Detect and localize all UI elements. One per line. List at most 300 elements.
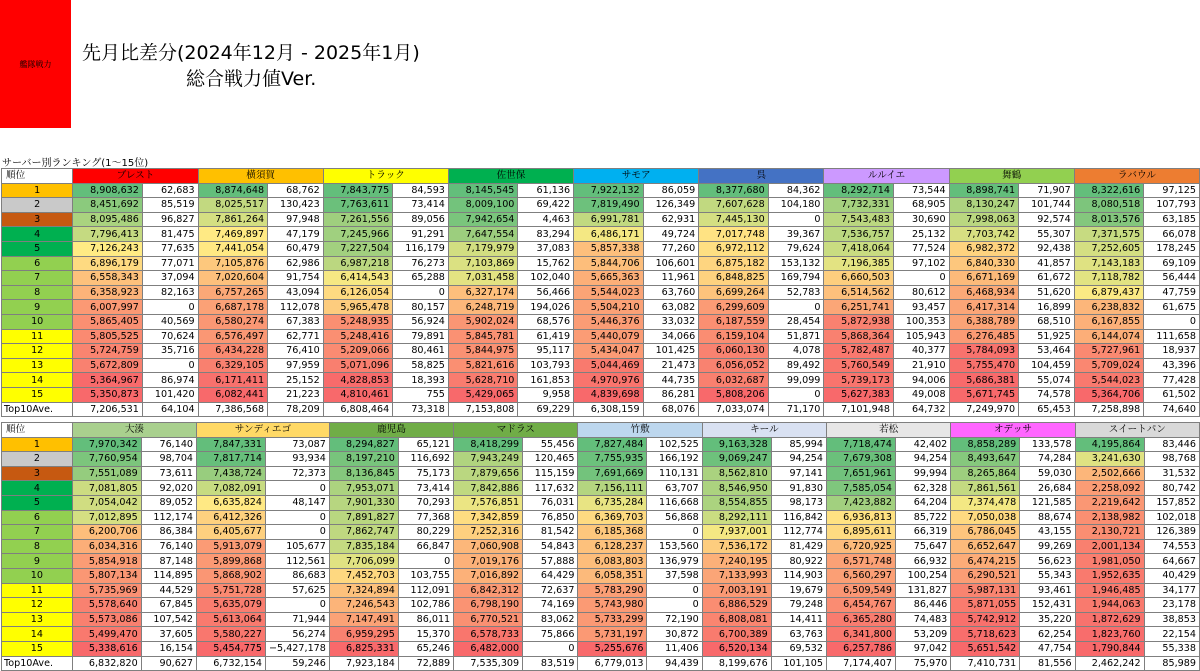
diff-value-cell: 71,907 [1019, 183, 1075, 198]
diff-value-cell: 100,254 [895, 568, 950, 583]
diff-value-cell: 77,260 [643, 241, 699, 256]
diff-value-cell: 15,762 [518, 256, 574, 271]
average-value-cell: 7,174,407 [827, 656, 896, 671]
diff-value-cell: 76,273 [393, 256, 449, 271]
diff-value-cell: 86,384 [141, 525, 196, 540]
power-value-cell: 6,660,503 [824, 271, 894, 286]
power-value-cell: 6,276,485 [949, 329, 1019, 344]
power-value-cell: 7,901,330 [329, 495, 398, 510]
diff-value-cell: 61,675 [1144, 300, 1200, 315]
power-value-cell: 6,560,297 [827, 568, 896, 583]
diff-value-cell: 103,793 [518, 358, 574, 373]
diff-value-cell: 91,754 [268, 271, 324, 286]
table-row [2, 212, 1200, 227]
average-diff-cell: 101,105 [771, 656, 826, 671]
power-value-cell: 7,060,908 [454, 539, 523, 554]
power-value-cell: 5,248,416 [323, 329, 393, 344]
table-row [2, 314, 1200, 329]
diff-value-cell: 37,605 [141, 627, 196, 642]
table-row [2, 373, 1200, 388]
server-header: 呉 [699, 169, 824, 184]
diff-value-cell: 69,532 [771, 641, 826, 656]
power-value-cell: 7,374,478 [951, 495, 1020, 510]
average-value-cell: 8,199,676 [702, 656, 771, 671]
power-value-cell: 7,861,264 [198, 212, 268, 227]
power-value-cell: 5,578,640 [72, 598, 141, 613]
power-value-cell: 7,718,474 [827, 437, 896, 452]
diff-value-cell: 65,121 [398, 437, 453, 452]
diff-value-cell: 30,690 [893, 212, 949, 227]
power-value-cell: 8,554,855 [702, 495, 771, 510]
diff-value-cell: 72,637 [523, 583, 578, 598]
diff-value-cell: 93,457 [893, 300, 949, 315]
power-value-cell: 7,998,063 [949, 212, 1019, 227]
power-value-cell: 6,060,130 [699, 344, 769, 359]
power-value-cell: 6,757,265 [198, 285, 268, 300]
diff-value-cell: 94,006 [893, 373, 949, 388]
table-row [2, 481, 1200, 496]
power-value-cell: 6,290,521 [951, 568, 1020, 583]
diff-value-cell: 114,903 [771, 568, 826, 583]
rank-cell: 6 [2, 510, 73, 525]
power-value-cell: 1,946,485 [1075, 583, 1144, 598]
power-value-cell: 9,163,328 [702, 437, 771, 452]
diff-value-cell: 0 [768, 300, 824, 315]
diff-value-cell: 70,293 [398, 495, 453, 510]
power-value-cell: 5,338,616 [72, 641, 141, 656]
diff-value-cell: 42,402 [895, 437, 950, 452]
diff-value-cell: 105,943 [893, 329, 949, 344]
diff-value-cell: 99,269 [1020, 539, 1075, 554]
power-value-cell: 6,144,074 [1074, 329, 1144, 344]
diff-value-cell: 64,667 [1144, 554, 1199, 569]
diff-value-cell: 84,362 [768, 183, 824, 198]
diff-value-cell: 79,624 [768, 241, 824, 256]
diff-value-cell: 11,406 [647, 641, 702, 656]
power-value-cell: 6,896,179 [73, 256, 143, 271]
diff-value-cell: 47,754 [1020, 641, 1075, 656]
power-value-cell: 5,499,470 [72, 627, 141, 642]
diff-value-cell: 104,180 [768, 198, 824, 213]
power-value-cell: 2,502,666 [1075, 466, 1144, 481]
power-value-cell: 8,145,545 [448, 183, 518, 198]
diff-value-cell: 77,071 [142, 256, 198, 271]
diff-value-cell: 102,018 [1144, 510, 1199, 525]
rank-cell: 7 [2, 271, 73, 286]
diff-value-cell: 97,102 [893, 256, 949, 271]
power-value-cell: 5,735,969 [72, 583, 141, 598]
rank-cell: 5 [2, 241, 73, 256]
table-row [2, 510, 1200, 525]
power-value-cell: 8,265,864 [951, 466, 1020, 481]
diff-value-cell: 0 [266, 481, 330, 496]
diff-value-cell: 0 [398, 554, 453, 569]
power-value-cell: 5,808,206 [699, 387, 769, 402]
diff-value-cell: 66,319 [895, 525, 950, 540]
power-value-cell: 9,069,247 [702, 452, 771, 467]
diff-value-cell: 62,683 [142, 183, 198, 198]
average-diff-cell: 85,989 [1144, 656, 1199, 671]
power-value-cell: 7,240,195 [702, 554, 771, 569]
diff-value-cell: 91,291 [393, 227, 449, 242]
power-value-cell: 8,908,632 [73, 183, 143, 198]
diff-value-cell: 152,431 [1020, 598, 1075, 613]
power-value-cell: 7,943,249 [454, 452, 523, 467]
power-value-cell: 5,755,470 [949, 358, 1019, 373]
server-header: スイートパン [1075, 423, 1199, 438]
power-value-cell: 6,798,190 [454, 598, 523, 613]
rank-cell: 9 [2, 300, 73, 315]
power-value-cell: 7,012,895 [72, 510, 141, 525]
power-value-cell: 5,821,616 [448, 358, 518, 373]
diff-value-cell: 169,794 [768, 271, 824, 286]
average-diff-cell: 94,439 [647, 656, 702, 671]
power-value-cell: 8,493,647 [951, 452, 1020, 467]
diff-value-cell: 61,502 [1144, 387, 1200, 402]
diff-value-cell: 101,425 [643, 344, 699, 359]
average-value-cell: 6,732,154 [197, 656, 266, 671]
diff-value-cell: 55,343 [1020, 568, 1075, 583]
diff-value-cell: 4,078 [768, 344, 824, 359]
power-value-cell: 6,082,441 [198, 387, 268, 402]
diff-value-cell: 55,456 [523, 437, 578, 452]
power-value-cell: 6,972,112 [699, 241, 769, 256]
power-value-cell: 5,718,623 [951, 627, 1020, 642]
average-value-cell: 7,101,948 [824, 402, 894, 417]
diff-value-cell: 86,974 [142, 373, 198, 388]
power-value-cell: 6,434,228 [198, 344, 268, 359]
power-value-cell: 5,872,938 [824, 314, 894, 329]
diff-value-cell: 41,857 [1019, 256, 1075, 271]
diff-value-cell: 44,735 [643, 373, 699, 388]
diff-value-cell: 93,461 [1020, 583, 1075, 598]
server-header: サモア [574, 169, 699, 184]
power-value-cell: 7,050,038 [951, 510, 1020, 525]
diff-value-cell: 74,483 [895, 612, 950, 627]
diff-value-cell: 83,294 [518, 227, 574, 242]
power-value-cell: 7,536,172 [702, 539, 771, 554]
power-value-cell: 7,445,130 [699, 212, 769, 227]
power-value-cell: 7,651,961 [827, 466, 896, 481]
power-value-cell: 6,879,437 [1074, 285, 1144, 300]
power-value-cell: 5,209,066 [323, 344, 393, 359]
power-value-cell: 6,248,719 [448, 300, 518, 315]
power-value-cell: 5,913,079 [197, 539, 266, 554]
power-value-cell: 7,576,851 [454, 495, 523, 510]
power-value-cell: 7,763,611 [323, 198, 393, 213]
power-value-cell: 5,255,676 [578, 641, 647, 656]
diff-value-cell: 57,888 [523, 554, 578, 569]
power-value-cell: 7,003,191 [702, 583, 771, 598]
power-value-cell: 7,842,886 [454, 481, 523, 496]
power-value-cell: 6,257,786 [827, 641, 896, 656]
diff-value-cell: 0 [647, 598, 702, 613]
power-value-cell: 5,899,868 [197, 554, 266, 569]
server-header: トラック [323, 169, 448, 184]
diff-value-cell: 116,842 [771, 510, 826, 525]
power-value-cell: 5,446,376 [574, 314, 644, 329]
power-value-cell: 6,886,529 [702, 598, 771, 613]
diff-value-cell: 47,179 [268, 227, 324, 242]
diff-value-cell: 0 [647, 583, 702, 598]
diff-value-cell: 73,544 [893, 183, 949, 198]
power-value-cell: 8,080,518 [1074, 198, 1144, 213]
diff-value-cell: 153,560 [647, 539, 702, 554]
diff-value-cell: 77,524 [893, 241, 949, 256]
power-value-cell: 8,898,741 [949, 183, 1019, 198]
rank-cell: 8 [2, 285, 73, 300]
power-value-cell: 8,136,845 [329, 466, 398, 481]
power-value-cell: 8,095,486 [73, 212, 143, 227]
diff-value-cell: 116,692 [398, 452, 453, 467]
diff-value-cell: 100,353 [893, 314, 949, 329]
power-value-cell: 5,071,096 [323, 358, 393, 373]
power-value-cell: 6,514,562 [824, 285, 894, 300]
power-value-cell: 7,543,483 [824, 212, 894, 227]
power-value-cell: 6,482,000 [454, 641, 523, 656]
average-diff-cell: 64,732 [893, 402, 949, 417]
diff-value-cell: 62,254 [1020, 627, 1075, 642]
diff-value-cell: 91,830 [771, 481, 826, 496]
diff-value-cell: 112,561 [266, 554, 330, 569]
diff-value-cell: 18,393 [393, 373, 449, 388]
server-header: 大湊 [72, 423, 196, 438]
average-value-cell: 7,258,898 [1074, 402, 1144, 417]
diff-value-cell: 40,569 [142, 314, 198, 329]
power-value-cell: 6,369,703 [578, 510, 647, 525]
diff-value-cell: 102,786 [398, 598, 453, 613]
power-value-cell: 6,474,215 [951, 554, 1020, 569]
table-row [2, 256, 1200, 271]
power-value-cell: 6,200,706 [72, 525, 141, 540]
table-row [2, 554, 1200, 569]
power-value-cell: 7,245,966 [323, 227, 393, 242]
power-value-cell: 7,081,805 [72, 481, 141, 496]
power-value-cell: 5,854,918 [72, 554, 141, 569]
diff-value-cell: 86,059 [643, 183, 699, 198]
diff-value-cell: 67,383 [268, 314, 324, 329]
diff-value-cell: 60,479 [268, 241, 324, 256]
power-value-cell: 8,322,616 [1074, 183, 1144, 198]
diff-value-cell: 30,872 [647, 627, 702, 642]
rank-cell: 1 [2, 437, 73, 452]
power-value-cell: 6,187,559 [699, 314, 769, 329]
power-value-cell: 6,126,054 [323, 285, 393, 300]
diff-value-cell: 40,377 [893, 344, 949, 359]
diff-value-cell: 0 [266, 510, 330, 525]
power-value-cell: 6,895,611 [827, 525, 896, 540]
table-row [2, 598, 1200, 613]
power-value-cell: 5,364,967 [73, 373, 143, 388]
diff-value-cell: 93,934 [266, 452, 330, 467]
diff-value-cell: 57,625 [266, 583, 330, 598]
power-value-cell: 7,371,575 [1074, 227, 1144, 242]
power-value-cell: 6,486,171 [574, 227, 644, 242]
power-value-cell: 8,292,714 [824, 183, 894, 198]
diff-value-cell: 51,871 [768, 329, 824, 344]
diff-value-cell: 21,223 [268, 387, 324, 402]
power-value-cell: 7,817,714 [197, 452, 266, 467]
power-value-cell: 7,843,775 [323, 183, 393, 198]
diff-value-cell: 68,576 [518, 314, 574, 329]
diff-value-cell: 69,109 [1144, 256, 1200, 271]
diff-value-cell: 107,542 [141, 612, 196, 627]
power-value-cell: 5,845,781 [448, 329, 518, 344]
diff-value-cell: 52,783 [768, 285, 824, 300]
diff-value-cell: 121,585 [1020, 495, 1075, 510]
table-row [2, 227, 1200, 242]
power-value-cell: 5,671,745 [949, 387, 1019, 402]
diff-value-cell: 77,635 [142, 241, 198, 256]
average-value-cell: 7,923,184 [329, 656, 398, 671]
diff-value-cell: 56,274 [266, 627, 330, 642]
average-diff-cell: 90,627 [141, 656, 196, 671]
power-value-cell: 7,452,703 [329, 568, 398, 583]
power-value-cell: 6,558,343 [73, 271, 143, 286]
power-value-cell: 5,573,086 [72, 612, 141, 627]
diff-value-cell: 34,066 [643, 329, 699, 344]
diff-value-cell: 53,464 [1019, 344, 1075, 359]
diff-value-cell: 94,254 [895, 452, 950, 467]
average-diff-cell: 72,889 [398, 656, 453, 671]
diff-value-cell: 37,598 [647, 568, 702, 583]
power-value-cell: 6,327,174 [448, 285, 518, 300]
power-value-cell: 7,861,561 [951, 481, 1020, 496]
rank-cell: 11 [2, 329, 73, 344]
power-value-cell: 5,364,706 [1074, 387, 1144, 402]
diff-value-cell: 63,082 [643, 300, 699, 315]
power-value-cell: 6,388,789 [949, 314, 1019, 329]
average-diff-cell: 75,970 [895, 656, 950, 671]
power-value-cell: 7,031,458 [448, 271, 518, 286]
power-value-cell: 5,454,775 [197, 641, 266, 656]
power-value-cell: 7,755,935 [578, 452, 647, 467]
rank-cell: 2 [2, 198, 73, 213]
diff-value-cell: 55,074 [1019, 373, 1075, 388]
diff-value-cell: 79,248 [771, 598, 826, 613]
diff-value-cell: 76,410 [268, 344, 324, 359]
diff-value-cell: 84,593 [393, 183, 449, 198]
diff-value-cell: 102,525 [647, 437, 702, 452]
power-value-cell: 6,700,389 [702, 627, 771, 642]
diff-value-cell: 98,768 [1144, 452, 1199, 467]
header-row [2, 423, 1200, 438]
table-row [2, 452, 1200, 467]
diff-value-cell: 56,623 [1020, 554, 1075, 569]
diff-value-cell: 178,245 [1144, 241, 1200, 256]
diff-value-cell: 68,762 [268, 183, 324, 198]
header-row [2, 169, 1200, 184]
diff-value-cell: 104,459 [1019, 358, 1075, 373]
diff-value-cell: 81,429 [771, 539, 826, 554]
diff-value-cell: 76,031 [523, 495, 578, 510]
diff-value-cell: 83,446 [1144, 437, 1199, 452]
table-row [2, 285, 1200, 300]
power-value-cell: 8,377,680 [699, 183, 769, 198]
diff-value-cell: 71,944 [266, 612, 330, 627]
diff-value-cell: 75,173 [398, 466, 453, 481]
diff-value-cell: 56,924 [393, 314, 449, 329]
power-value-cell: 7,126,243 [73, 241, 143, 256]
power-value-cell: 4,195,864 [1075, 437, 1144, 452]
power-value-cell: 6,699,264 [699, 285, 769, 300]
diff-value-cell: 37,083 [518, 241, 574, 256]
diff-value-cell: 16,154 [141, 641, 196, 656]
diff-value-cell: 166,192 [647, 452, 702, 467]
power-value-cell: 7,691,669 [578, 466, 647, 481]
rank-cell: 3 [2, 466, 73, 481]
diff-value-cell: 117,632 [523, 481, 578, 496]
power-value-cell: 7,133,993 [702, 568, 771, 583]
power-value-cell: 5,544,023 [1074, 373, 1144, 388]
power-value-cell: 7,706,099 [329, 554, 398, 569]
power-value-cell: 8,562,810 [702, 466, 771, 481]
diff-value-cell: 31,532 [1144, 466, 1199, 481]
diff-value-cell: 0 [142, 300, 198, 315]
diff-value-cell: 23,178 [1144, 598, 1199, 613]
power-value-cell: 6,786,045 [951, 525, 1020, 540]
table-row [2, 344, 1200, 359]
diff-value-cell: 92,020 [141, 481, 196, 496]
diff-value-cell: 153,132 [768, 256, 824, 271]
table-row [2, 183, 1200, 198]
diff-value-cell: 49,724 [643, 227, 699, 242]
diff-value-cell: 18,937 [1144, 344, 1200, 359]
power-value-cell: 5,857,338 [574, 241, 644, 256]
diff-value-cell: 99,994 [895, 466, 950, 481]
diff-value-cell: 97,125 [1144, 183, 1200, 198]
power-value-cell: 7,324,894 [329, 583, 398, 598]
power-value-cell: 6,720,925 [827, 539, 896, 554]
average-value-cell: 7,153,808 [448, 402, 518, 417]
diff-value-cell: 92,574 [1019, 212, 1075, 227]
power-value-cell: 7,796,413 [73, 227, 143, 242]
average-diff-cell: 73,318 [393, 402, 449, 417]
power-value-cell: 4,810,461 [323, 387, 393, 402]
rank-cell: 10 [2, 314, 73, 329]
table-row [2, 198, 1200, 213]
power-value-cell: 5,544,023 [574, 285, 644, 300]
power-value-cell: 6,735,284 [578, 495, 647, 510]
diff-value-cell: 112,091 [398, 583, 453, 598]
power-value-cell: 6,576,497 [198, 329, 268, 344]
diff-value-cell: 43,396 [1144, 358, 1200, 373]
power-value-cell: 5,739,173 [824, 373, 894, 388]
power-value-cell: 1,944,063 [1075, 598, 1144, 613]
diff-value-cell: 0 [1144, 314, 1200, 329]
diff-value-cell: 74,553 [1144, 539, 1199, 554]
diff-value-cell: 48,147 [266, 495, 330, 510]
diff-value-cell: 72,373 [266, 466, 330, 481]
rank-cell: 4 [2, 227, 73, 242]
power-value-cell: 6,358,923 [73, 285, 143, 300]
fleet-power-badge [0, 0, 71, 128]
diff-value-cell: 54,843 [523, 539, 578, 554]
diff-value-cell: 111,658 [1144, 329, 1200, 344]
power-value-cell: 5,782,487 [824, 344, 894, 359]
power-value-cell: 5,628,710 [448, 373, 518, 388]
average-row [2, 656, 1200, 671]
power-value-cell: 5,248,935 [323, 314, 393, 329]
power-value-cell: 6,007,997 [73, 300, 143, 315]
ranking-table-2 [1, 422, 1200, 671]
server-header: 鹿児島 [329, 423, 453, 438]
diff-value-cell: 112,774 [771, 525, 826, 540]
diff-value-cell: 35,716 [142, 344, 198, 359]
average-diff-cell: 71,170 [768, 402, 824, 417]
power-value-cell: 1,790,844 [1075, 641, 1144, 656]
power-value-cell: 6,185,368 [578, 525, 647, 540]
